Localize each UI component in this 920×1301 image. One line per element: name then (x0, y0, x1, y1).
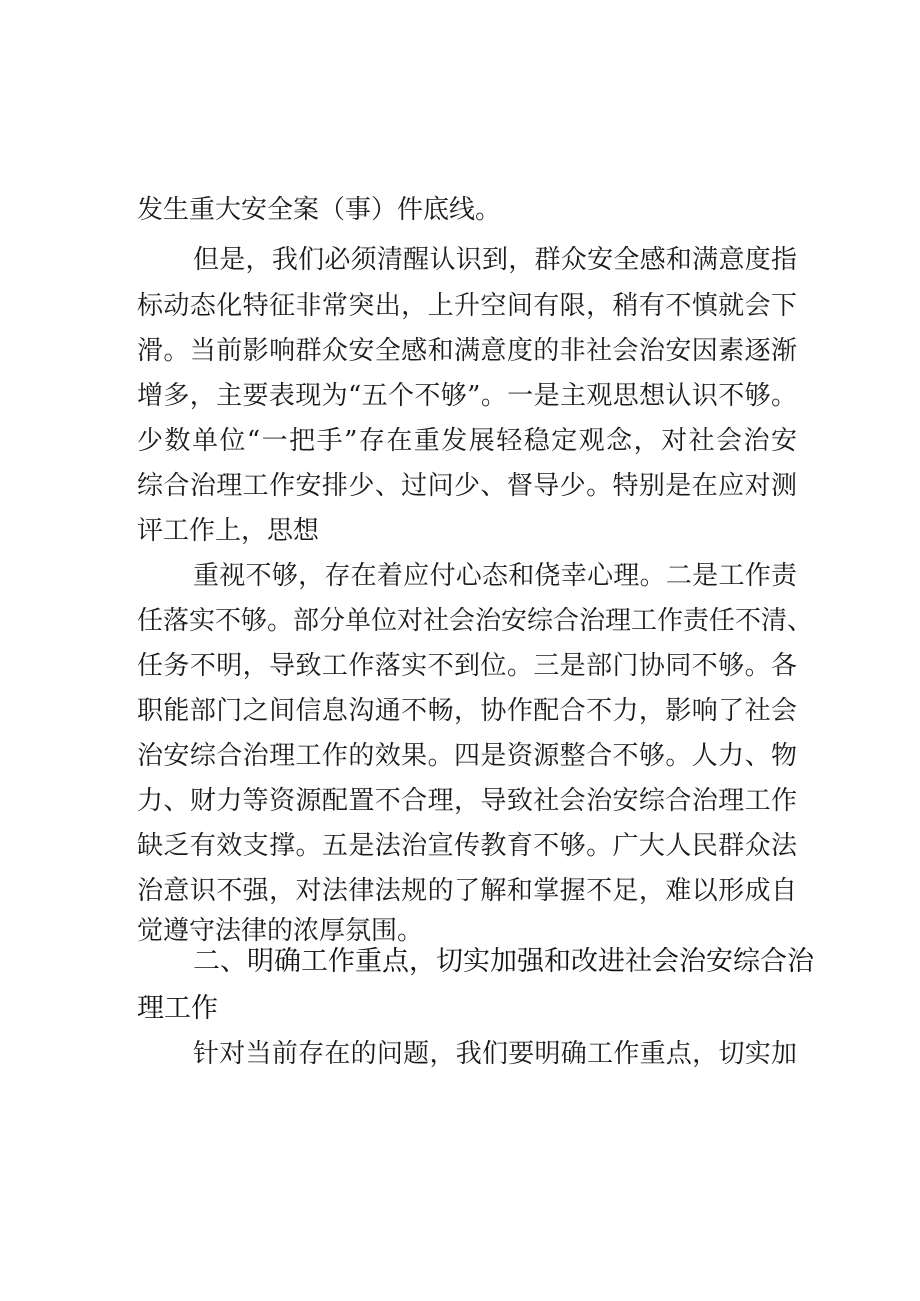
section-heading: 理工作 (137, 993, 218, 1024)
paragraph-line: 标动态化特征非常突出，上升空间有限，稍有不慎就会下 (137, 291, 797, 321)
paragraph-line: 治安综合治理工作的效果。四是资源整合不够。人力、物 (137, 741, 797, 771)
paragraph-line: 滑。当前影响群众安全感和满意度的非社会治安因素逐渐 (137, 336, 797, 366)
paragraph-line: 但是，我们必须清醒认识到，群众安全感和满意度指 (193, 245, 797, 275)
paragraph-line: 针对当前存在的问题，我们要明确工作重点，切实加 (193, 1039, 797, 1069)
paragraph-line: 觉遵守法律的浓厚氛围。 (137, 916, 424, 946)
paragraph-line: 重视不够，存在着应付心态和侥幸心理。二是工作责 (193, 561, 797, 591)
paragraph-line: 综合治理工作安排少、过问少、督导少。特别是在应对测 (137, 471, 797, 501)
paragraph-line: 缺乏有效支撑。五是法治宣传教育不够。广大人民群众法 (137, 831, 797, 861)
paragraph-line: 治意识不强，对法律法规的了解和掌握不足，难以形成自 (137, 876, 797, 906)
paragraph-line: 少数单位“一把手”存在重发展轻稳定观念，对社会治安 (137, 426, 797, 456)
paragraph-line: 任务不明，导致工作落实不到位。三是部门协同不够。各 (137, 651, 797, 681)
paragraph-line: 力、财力等资源配置不合理，导致社会治安综合治理工作 (137, 786, 797, 816)
paragraph-line: 增多，主要表现为“五个不够”。一是主观思想认识不够。 (137, 381, 797, 411)
paragraph-line: 职能部门之间信息沟通不畅，协作配合不力，影响了社会 (137, 696, 797, 726)
section-heading: 二、明确工作重点，切实加强和改进社会治安综合治 (193, 946, 814, 977)
paragraph-line: 任落实不够。部分单位对社会治安综合治理工作责任不清、 (137, 606, 814, 636)
paragraph-line: 评工作上，思想 (137, 516, 320, 546)
paragraph-line: 发生重大安全案（事）件底线。 (137, 195, 502, 225)
